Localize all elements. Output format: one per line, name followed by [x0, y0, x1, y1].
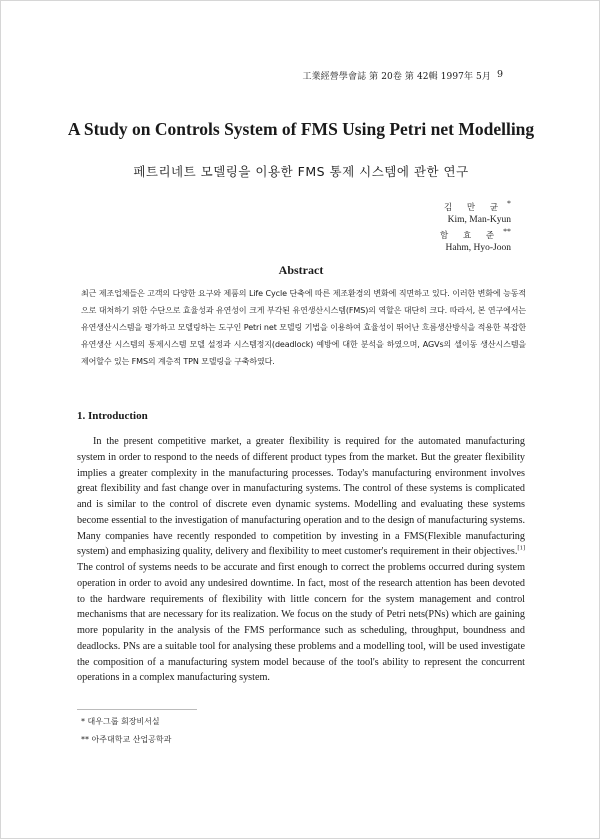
author-block [351, 198, 511, 254]
journal-header: 工業經營學會誌 第 20卷 第 42輯 1997年 5月 [302, 72, 491, 82]
abstract-heading: Abstract [278, 263, 324, 277]
introduction-text-part-1: In the present competitive market, a greater flexibility is required for the automated manufacturing system in order to respond to the needs of different product types from the market. But the greater flexibility implies a greater complexity in the manufacturing processes. Today's manufacturing environment involves great flexibility and fast change over in manufacturing systems. The control of these systems is complicated and is similar to the control of discrete even dynamic systems. Modelling and evaluating these systems become essential to the investigation of manufacturing operation and to the design of manufacturing systems. Many companies have recently responded to competition by investing in a FMS(Flexible manufacturing system) and emphasizing quality, delivery and flexibility to meet customer's requirement in their objectives. [77, 436, 525, 558]
footnote-divider [77, 709, 197, 710]
author-1-footnote-mark: * [507, 199, 511, 208]
author-2-korean-text: 함 효 준 [440, 231, 501, 242]
footnote-1: * 대우그룹 회장비서실 [81, 717, 160, 726]
footnotes [81, 713, 381, 749]
page-number: 9 [497, 69, 504, 80]
author-1-korean-name [351, 198, 511, 215]
citation-reference: [1] [517, 544, 525, 552]
footnote-2: ** 아주대학교 산업공학과 [81, 735, 172, 744]
introduction-heading: 1. Introduction [77, 410, 148, 422]
paper-title-korean: 페트리네트 모델링을 이용한 FMS 통제 시스템에 관한 연구 [133, 164, 469, 179]
author-1-korean-text: 김 만 균 [444, 203, 505, 214]
author-2-korean-name [351, 226, 511, 243]
paper-title: A Study on Controls System of FMS Using Petri net Modelling [67, 119, 535, 139]
author-2-footnote-mark: ** [503, 227, 511, 237]
author-2-english-name: Hahm, Hyo-Joon [445, 242, 511, 253]
introduction-text-part-2: The control of systems needs to be accurate and first enough to correct the problems occurred during system operation in order to avoid any undesired downtime. In fact, most of the research attention has been devoted to the hardware requirements of flexibility with little concern for the system management and control mechanisms that are necessary for its realization. We focus on the study of Petri nets(PNs) which are gaining more popularity in the analysis of the FMS performance such as scheduling, throughput, boundness and deadlocks. PNs are a suitable tool for analysing these problems and a modelling tool, will be used investigate the composition of a manufacturing system model because of the tool's ability to represent the concurrent operations in a complex manufacturing system. [77, 562, 525, 684]
abstract-text: 최근 제조업체들은 고객의 다양한 요구와 제품의 Life Cycle 단축에 따른 제조환경의 변화에 직면하고 있다. 이러한 변화에 능동적으로 대처하기 위한 수단으로 효율성과 유연성이 크게 부각된 유연생산시스템(FMS)의 역할은 대단히 크다. 따라서, 본 연구에서는 유연생산시스템을 평가하고 모델링하는 도구인 Petri net 모델링 기법을 이용하여 효율성이 뛰어난 흐름생산방식을 적용한 복잡한 유연생산 시스템의 통제시스템 모델 설정과 시스템정지(deadlock) 예방에 대한 분석을 하였으며, AGVs의 셀이동 생산시스템을 제어할수 있는 FMS의 계층적 TPN 모델링을 구축하였다. [81, 289, 526, 366]
introduction-paragraph [77, 434, 525, 686]
author-1-english-name: Kim, Man-Kyun [447, 214, 511, 225]
